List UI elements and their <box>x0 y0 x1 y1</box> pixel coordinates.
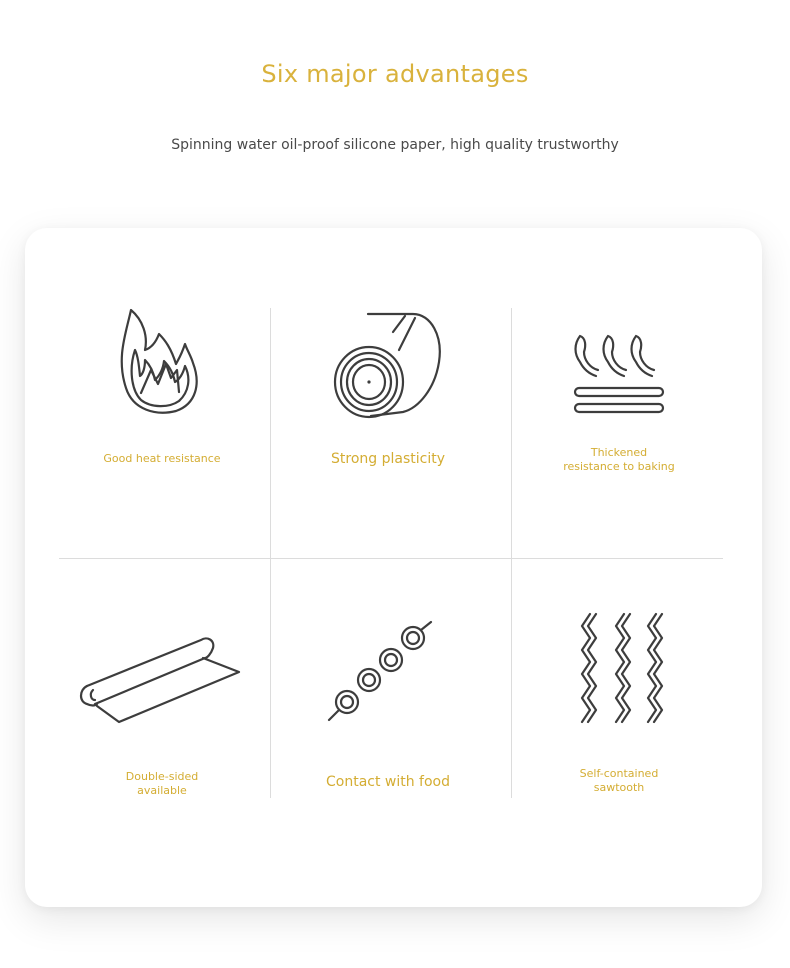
advantage-heat-resistance <box>59 308 265 548</box>
steam-heat-icon <box>572 330 668 416</box>
page-subtitle: Spinning water oil-proof silicone paper, high quality trustworthy <box>171 137 619 153</box>
advantage-baking-resistance-label: Thickened resistance to baking <box>563 446 675 473</box>
grid-divider-vertical-2 <box>511 308 512 798</box>
advantage-food-contact <box>275 568 501 808</box>
page-title: Six major advantages <box>261 60 529 88</box>
skewer-icon <box>325 616 435 726</box>
advantage-sawtooth <box>516 568 722 808</box>
advantage-sawtooth-label: Self-contained sawtooth <box>579 767 659 794</box>
advantage-food-contact-label: Contact with food <box>325 774 451 790</box>
advantage-double-sided <box>59 568 265 808</box>
grid-divider-vertical-1 <box>270 308 271 798</box>
paper-roll-icon <box>333 312 445 418</box>
advantages-card <box>25 228 762 907</box>
advantage-baking-resistance <box>516 308 722 548</box>
advantage-double-sided-label: Double-sided available <box>125 770 199 797</box>
flame-icon <box>121 308 201 418</box>
grid-divider-horizontal <box>59 558 723 559</box>
advantage-heat-resistance-label: Good heat resistance <box>103 452 221 465</box>
advantage-strong-plasticity <box>275 308 501 548</box>
advantage-strong-plasticity-label: Strong plasticity <box>331 451 445 467</box>
rolled-sheet-icon <box>79 636 243 726</box>
sawtooth-edge-icon <box>576 612 666 724</box>
